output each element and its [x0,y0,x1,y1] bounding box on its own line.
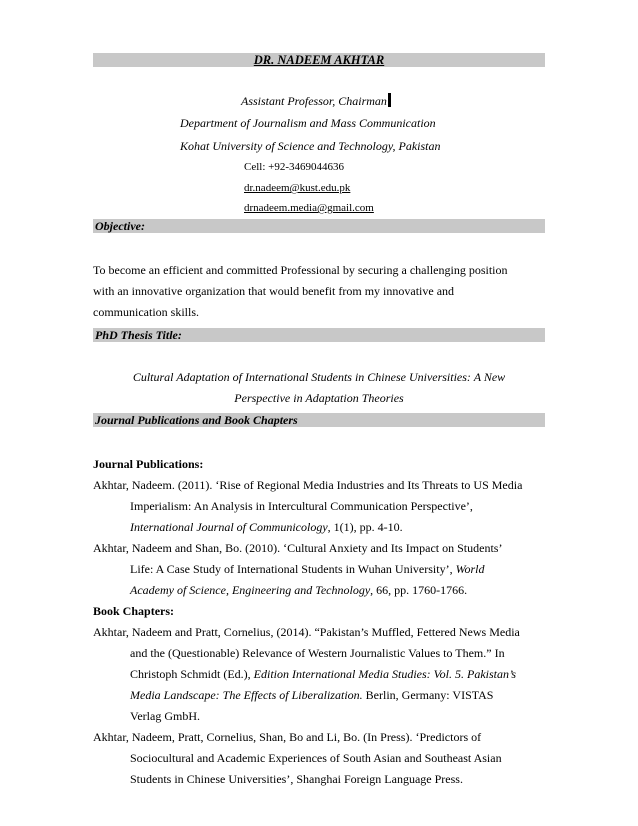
publications-heading: Journal Publications and Book Chapters [95,413,298,427]
journal-ref-1-line-3 [93,517,545,538]
objective-line-3: communication skills. [93,305,199,319]
book-ref-1-line-2: and the (Questionable) Relevance of Western Journalistic Values to Them.” In [130,646,505,660]
department-line: Department of Journalism and Mass Communication [180,116,436,130]
email-primary-link[interactable]: dr.nadeem@kust.edu.pk [244,182,351,194]
objective-paragraph [93,260,545,323]
text-cursor [388,93,391,107]
objective-line-2: with an innovative organization that would benefit from my innovative and [93,284,455,298]
name-bar [93,53,545,67]
book-ref-1-book-title-end: Media Landscape: The Effects of Liberalization. [130,688,363,702]
thesis-title-line-1: Cultural Adaptation of International Students in Chinese Universities: A New [132,370,506,384]
name-title: DR. NADEEM AKHTAR [253,53,385,67]
journal-ref-2-title: Life: A Case Study of International Students in Wuhan University’, [130,562,456,576]
position-text: Assistant Professor, Chairman [241,94,387,108]
university-line: Kohat University of Science and Technology, Pakistan [180,139,441,153]
book-ref-2-line-1: Akhtar, Nadeem, Pratt, Cornelius, Shan, Bo and Li, Bo. (In Press). ‘Predictors of [93,730,482,744]
book-ref-1-line-3 [93,664,545,685]
journal-ref-2-line-1: Akhtar, Nadeem and Shan, Bo. (2010). ‘Cultural Anxiety and Its Impact on Students’ [93,541,503,555]
objective-heading: Objective: [95,219,145,233]
book-ref-1-line-1: Akhtar, Nadeem and Pratt, Cornelius, (2014). “Pakistan’s Muffled, Fettered News Media [93,625,520,639]
journal-publications-heading: Journal Publications: [93,457,204,471]
email-secondary-link[interactable]: drnadeem.media@gmail.com [244,202,374,214]
journal-ref-2-line-2 [93,559,545,580]
book-ref-2-line-3: Students in Chinese Universities’, Shanghai Foreign Language Press. [130,772,463,786]
journal-ref-2-details: , 66, pp. 1760-1766. [370,583,468,597]
book-ref-1-book-title-start: Edition International Media Studies: Vol. 5. Pakistan’s [253,667,517,681]
thesis-title-line-2: Perspective in Adaptation Theories [234,391,404,405]
book-ref-1-publisher: Berlin, Germany: VISTAS [362,688,494,702]
book-chapters-heading: Book Chapters: [93,604,175,618]
journal-ref-2-line-3 [93,580,545,601]
thesis-heading: PhD Thesis Title: [95,328,182,342]
book-ref-1-line-4 [93,685,545,706]
cell-line: Cell: +92-3469044636 [244,161,345,173]
journal-ref-2-journal-end: Academy of Science, Engineering and Technology [130,583,371,597]
objective-line-1: To become an efficient and committed Professional by securing a challenging position [93,263,508,277]
thesis-bar [93,328,545,342]
publications-list [93,454,545,790]
email-secondary-line [244,200,374,216]
objective-bar [93,219,545,233]
journal-ref-1-details: , 1(1), pp. 4-10. [327,520,403,534]
position-line [241,93,391,109]
journal-ref-1-journal: International Journal of Communicology [130,520,328,534]
journal-ref-1-line-1: Akhtar, Nadeem. (2011). ‘Rise of Regional Media Industries and Its Threats to US Media [93,478,523,492]
book-ref-1-line-5: Verlag GmbH. [130,709,200,723]
journal-ref-2-journal-start: World [455,562,485,576]
journal-ref-1-line-2: Imperialism: An Analysis in Intercultural Communication Perspective’, [130,499,473,513]
email-primary-line [244,180,350,196]
book-ref-1-editor: Christoph Schmidt (Ed.), [130,667,254,681]
publications-bar [93,413,545,427]
book-ref-2-line-2: Sociocultural and Academic Experiences of South Asian and Southeast Asian [130,751,502,765]
